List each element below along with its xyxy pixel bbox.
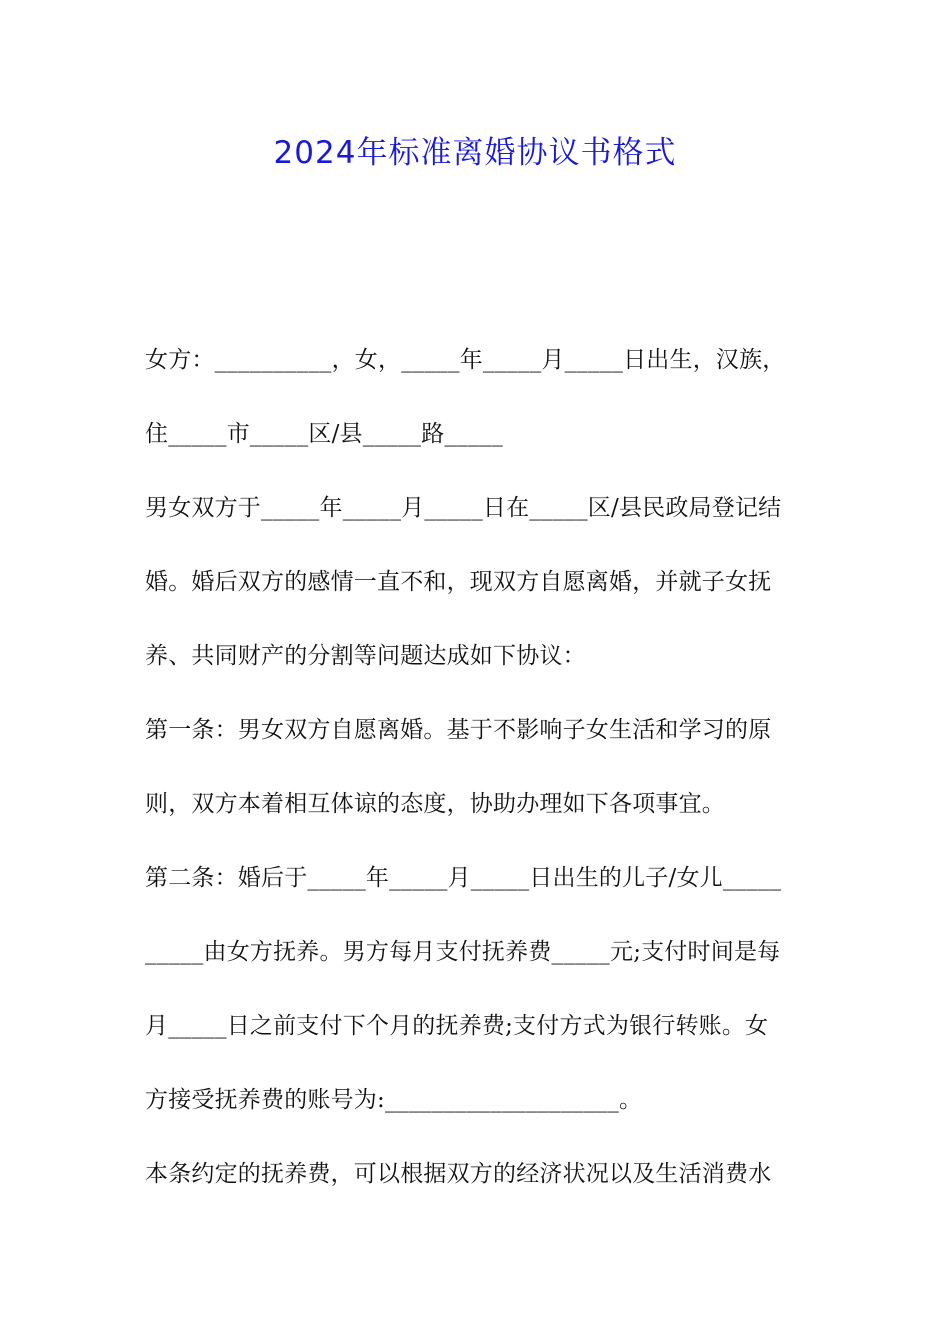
body-line: 则，双方本着相互体谅的态度，协助办理如下各项事宜。 [145, 791, 725, 817]
document-title: 2024年标准离婚协议书格式 [273, 135, 677, 171]
body-line: 婚。婚后双方的感情一直不和，现双方自愿离婚，并就子女抚 [145, 569, 772, 595]
body-line: 男女双方于_____年_____月_____日在_____区/县民政局登记结 [145, 495, 782, 521]
body-line: 月_____日之前支付下个月的抚养费;支付方式为银行转账。女 [145, 1013, 769, 1039]
body-line: 养、共同财产的分割等问题达成如下协议： [145, 643, 586, 669]
body-line: 第一条：男女双方自愿离婚。基于不影响子女生活和学习的原 [145, 717, 772, 743]
body-line: 本条约定的抚养费，可以根据双方的经济状况以及生活消费水 [145, 1161, 772, 1187]
body-line: _____由女方抚养。男方每月支付抚养费_____元;支付时间是每 [145, 939, 781, 965]
body-line: 第二条：婚后于_____年_____月_____日出生的儿子/女儿_____ [145, 865, 782, 891]
body-line: 方接受抚养费的账号为:____________________。 [145, 1087, 643, 1113]
body-line: 女方：__________，女，_____年_____月_____日出生，汉族， [145, 347, 786, 373]
body-line: 住_____市_____区/县_____路_____ [145, 421, 503, 447]
